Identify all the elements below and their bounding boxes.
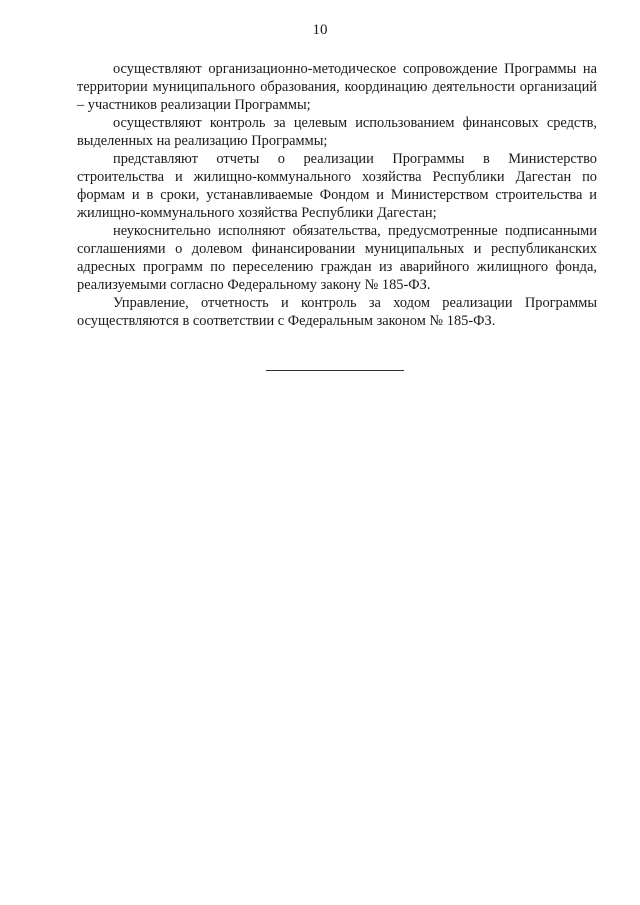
paragraph-reports: представляют отчеты о реализации Программы в Министерство строительства и жилищно-коммунального хозяйства Республики Дагестан по формам и в сроки, устанавливаемые Фондом и Министерством строительства и жилищно-коммунального хозяйства Республики Дагестан; xyxy=(77,151,597,221)
page-number: 10 xyxy=(312,22,328,38)
separator-line xyxy=(266,370,404,371)
paragraph-management: Управление, отчетность и контроль за ходом реализации Программы осуществляются в соответствии с Федеральным законом № 185-ФЗ. xyxy=(77,295,597,329)
paragraph-financial-control: осуществляют контроль за целевым использованием финансовых средств, выделенных на реализацию Программы; xyxy=(77,115,597,149)
paragraph-obligations: неукоснительно исполняют обязательства, предусмотренные подписанными соглашениями о долевом финансировании муниципальных и республиканских адресных программ по переселению граждан из аварийного жилищного фонда, реализуемыми согласно Федеральному закону № 185-ФЗ. xyxy=(77,223,597,293)
document-body xyxy=(77,60,597,330)
paragraph-methodical-support: осуществляют организационно-методическое сопровождение Программы на территории муниципального образования, координацию деятельности организаций – участников реализации Программы; xyxy=(77,61,597,113)
